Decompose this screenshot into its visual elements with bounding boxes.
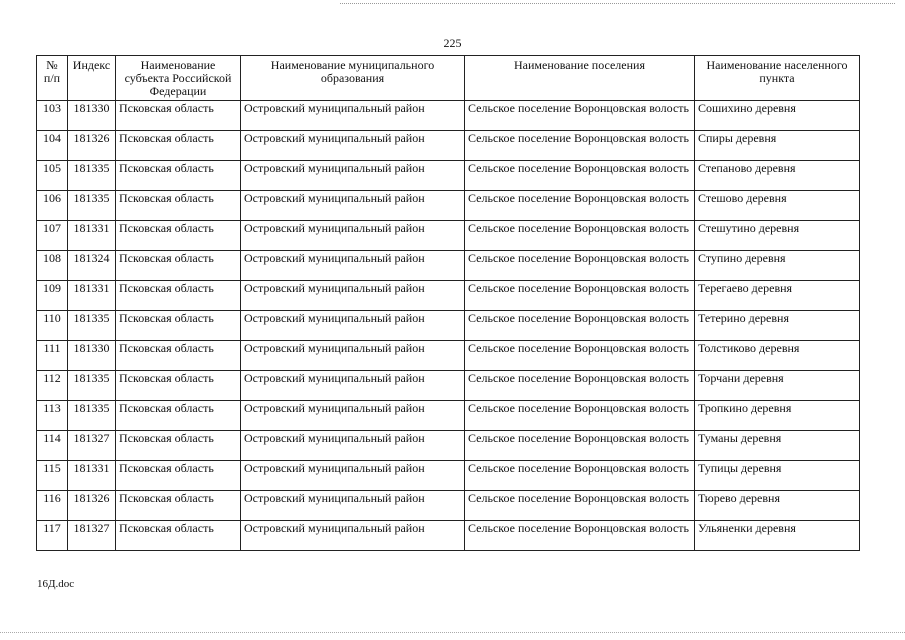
cell-index: 181335 bbox=[68, 401, 116, 431]
page-number: 225 bbox=[443, 36, 462, 50]
scan-edge-top bbox=[340, 3, 895, 4]
cell-municipality: Островский муниципальный район bbox=[241, 431, 465, 461]
table-row bbox=[37, 341, 860, 371]
table-row bbox=[37, 401, 860, 431]
cell-number: 116 bbox=[37, 491, 68, 521]
cell-number: 111 bbox=[37, 341, 68, 371]
table-row bbox=[37, 251, 860, 281]
cell-locality: Туманы деревня bbox=[695, 431, 860, 461]
table-body bbox=[37, 101, 860, 551]
cell-index: 181331 bbox=[68, 281, 116, 311]
cell-index: 181324 bbox=[68, 251, 116, 281]
table-row bbox=[37, 461, 860, 491]
header-locality: Наименование населенного пункта bbox=[695, 56, 860, 101]
cell-settlement: Сельское поселение Воронцовская волость bbox=[465, 221, 695, 251]
cell-subject: Псковская область bbox=[116, 311, 241, 341]
cell-municipality: Островский муниципальный район bbox=[241, 191, 465, 221]
cell-index: 181331 bbox=[68, 221, 116, 251]
cell-municipality: Островский муниципальный район bbox=[241, 491, 465, 521]
header-subject: Наименование субъекта Российской Федерации bbox=[116, 56, 241, 101]
header-settlement: Наименование поселения bbox=[465, 56, 695, 101]
cell-settlement: Сельское поселение Воронцовская волость bbox=[465, 431, 695, 461]
header-index: Индекс bbox=[68, 56, 116, 101]
cell-settlement: Сельское поселение Воронцовская волость bbox=[465, 101, 695, 131]
cell-municipality: Островский муниципальный район bbox=[241, 221, 465, 251]
table-row bbox=[37, 431, 860, 461]
table-row bbox=[37, 371, 860, 401]
cell-subject: Псковская область bbox=[116, 161, 241, 191]
registry-table bbox=[36, 55, 860, 551]
cell-locality: Терегаево деревня bbox=[695, 281, 860, 311]
table-row bbox=[37, 521, 860, 551]
header-number: № п/п bbox=[37, 56, 68, 101]
cell-settlement: Сельское поселение Воронцовская волость bbox=[465, 281, 695, 311]
cell-index: 181335 bbox=[68, 311, 116, 341]
table-row bbox=[37, 101, 860, 131]
cell-locality: Степаново деревня bbox=[695, 161, 860, 191]
cell-settlement: Сельское поселение Воронцовская волость bbox=[465, 161, 695, 191]
cell-subject: Псковская область bbox=[116, 491, 241, 521]
cell-number: 109 bbox=[37, 281, 68, 311]
table-row bbox=[37, 191, 860, 221]
cell-locality: Стешово деревня bbox=[695, 191, 860, 221]
cell-index: 181331 bbox=[68, 461, 116, 491]
cell-settlement: Сельское поселение Воронцовская волость bbox=[465, 461, 695, 491]
cell-number: 110 bbox=[37, 311, 68, 341]
cell-locality: Тупицы деревня bbox=[695, 461, 860, 491]
scan-edge-bottom bbox=[0, 632, 905, 633]
cell-subject: Псковская область bbox=[116, 131, 241, 161]
cell-index: 181335 bbox=[68, 161, 116, 191]
cell-index: 181330 bbox=[68, 341, 116, 371]
cell-settlement: Сельское поселение Воронцовская волость bbox=[465, 341, 695, 371]
cell-subject: Псковская область bbox=[116, 341, 241, 371]
cell-municipality: Островский муниципальный район bbox=[241, 281, 465, 311]
cell-settlement: Сельское поселение Воронцовская волость bbox=[465, 251, 695, 281]
cell-subject: Псковская область bbox=[116, 371, 241, 401]
cell-municipality: Островский муниципальный район bbox=[241, 371, 465, 401]
cell-index: 181335 bbox=[68, 371, 116, 401]
cell-subject: Псковская область bbox=[116, 101, 241, 131]
cell-number: 112 bbox=[37, 371, 68, 401]
cell-number: 104 bbox=[37, 131, 68, 161]
cell-locality: Спиры деревня bbox=[695, 131, 860, 161]
cell-municipality: Островский муниципальный район bbox=[241, 131, 465, 161]
cell-subject: Псковская область bbox=[116, 191, 241, 221]
cell-settlement: Сельское поселение Воронцовская волость bbox=[465, 401, 695, 431]
cell-number: 105 bbox=[37, 161, 68, 191]
cell-number: 103 bbox=[37, 101, 68, 131]
cell-municipality: Островский муниципальный район bbox=[241, 311, 465, 341]
table-header bbox=[37, 56, 860, 101]
cell-municipality: Островский муниципальный район bbox=[241, 521, 465, 551]
cell-locality: Тетерино деревня bbox=[695, 311, 860, 341]
header-municipality: Наименование муниципального образования bbox=[241, 56, 465, 101]
cell-subject: Псковская область bbox=[116, 431, 241, 461]
table-row bbox=[37, 161, 860, 191]
cell-index: 181326 bbox=[68, 491, 116, 521]
cell-locality: Ульяненки деревня bbox=[695, 521, 860, 551]
cell-subject: Псковская область bbox=[116, 461, 241, 491]
cell-settlement: Сельское поселение Воронцовская волость bbox=[465, 371, 695, 401]
cell-subject: Псковская область bbox=[116, 221, 241, 251]
cell-settlement: Сельское поселение Воронцовская волость bbox=[465, 311, 695, 341]
cell-index: 181335 bbox=[68, 191, 116, 221]
cell-municipality: Островский муниципальный район bbox=[241, 461, 465, 491]
cell-index: 181327 bbox=[68, 431, 116, 461]
cell-settlement: Сельское поселение Воронцовская волость bbox=[465, 521, 695, 551]
header-row bbox=[37, 56, 860, 101]
cell-locality: Ступино деревня bbox=[695, 251, 860, 281]
cell-locality: Стешутино деревня bbox=[695, 221, 860, 251]
cell-locality: Толстиково деревня bbox=[695, 341, 860, 371]
table-row bbox=[37, 311, 860, 341]
cell-subject: Псковская область bbox=[116, 251, 241, 281]
cell-index: 181326 bbox=[68, 131, 116, 161]
cell-locality: Тюрево деревня bbox=[695, 491, 860, 521]
cell-locality: Тропкино деревня bbox=[695, 401, 860, 431]
cell-municipality: Островский муниципальный район bbox=[241, 401, 465, 431]
cell-settlement: Сельское поселение Воронцовская волость bbox=[465, 131, 695, 161]
cell-municipality: Островский муниципальный район bbox=[241, 101, 465, 131]
table-row bbox=[37, 131, 860, 161]
table-row bbox=[37, 491, 860, 521]
cell-number: 106 bbox=[37, 191, 68, 221]
cell-subject: Псковская область bbox=[116, 281, 241, 311]
cell-municipality: Островский муниципальный район bbox=[241, 161, 465, 191]
cell-index: 181330 bbox=[68, 101, 116, 131]
cell-municipality: Островский муниципальный район bbox=[241, 341, 465, 371]
cell-number: 107 bbox=[37, 221, 68, 251]
table-row bbox=[37, 281, 860, 311]
cell-number: 117 bbox=[37, 521, 68, 551]
cell-locality: Сошихино деревня bbox=[695, 101, 860, 131]
cell-number: 108 bbox=[37, 251, 68, 281]
cell-subject: Псковская область bbox=[116, 401, 241, 431]
cell-locality: Торчани деревня bbox=[695, 371, 860, 401]
footer-filename: 16Д.doc bbox=[37, 578, 75, 590]
table-row bbox=[37, 221, 860, 251]
cell-number: 115 bbox=[37, 461, 68, 491]
cell-subject: Псковская область bbox=[116, 521, 241, 551]
cell-index: 181327 bbox=[68, 521, 116, 551]
cell-number: 114 bbox=[37, 431, 68, 461]
cell-settlement: Сельское поселение Воронцовская волость bbox=[465, 491, 695, 521]
cell-number: 113 bbox=[37, 401, 68, 431]
cell-settlement: Сельское поселение Воронцовская волость bbox=[465, 191, 695, 221]
cell-municipality: Островский муниципальный район bbox=[241, 251, 465, 281]
